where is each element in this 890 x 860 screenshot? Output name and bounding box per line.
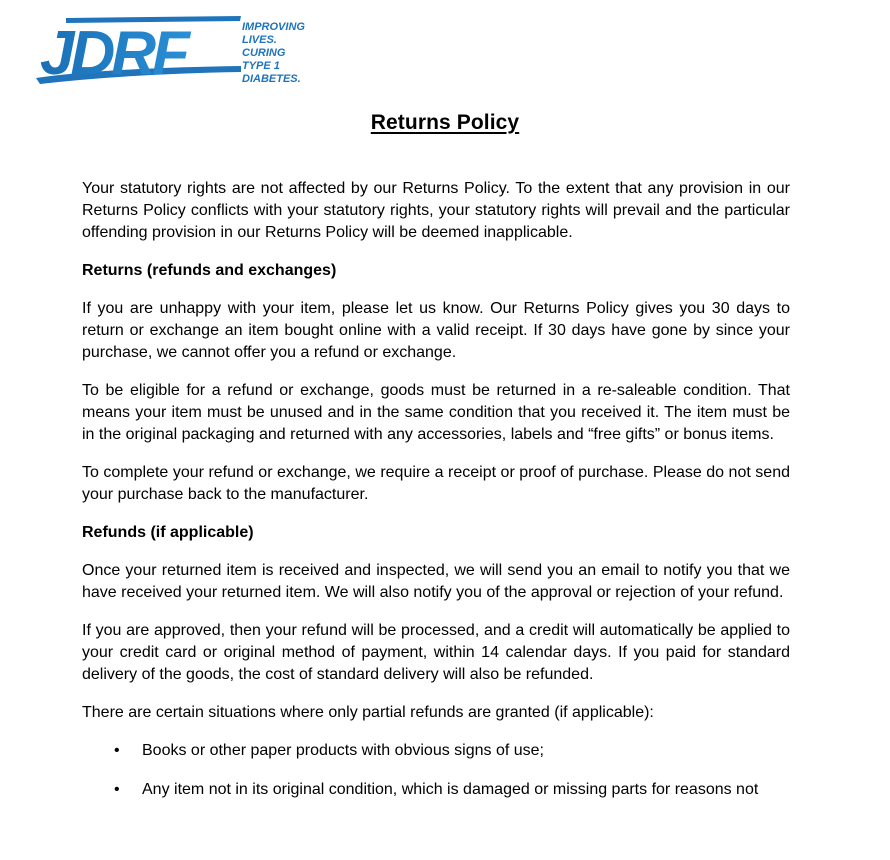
list-item <box>82 740 790 762</box>
list-item-text: Books or other paper products with obvious signs of use; <box>142 742 544 759</box>
refunds-heading: Refunds (if applicable) <box>82 524 254 541</box>
partial-refund-list <box>82 740 790 801</box>
logo-tagline-4: TYPE 1 <box>242 60 280 72</box>
logo-mark: JDRF <box>40 19 186 88</box>
bullet-glyph: • <box>114 781 120 798</box>
returns-paragraph-1: If you are unhappy with your item, please let us know. Our Returns Policy gives you 30 days to return or exchange an item bought online with a valid receipt. If 30 days have gone by since your purchase, we cannot offer you a refund or exchange. <box>82 300 790 361</box>
refunds-paragraph-3: There are certain situations where only partial refunds are granted (if applicable): <box>82 704 654 721</box>
returns-heading: Returns (refunds and exchanges) <box>82 262 337 279</box>
list-item-text: Any item not in its original condition, which is damaged or missing parts for reasons not <box>142 781 759 798</box>
logo-tagline-1: IMPROVING <box>242 21 305 33</box>
bullet-glyph: • <box>114 742 120 759</box>
refunds-paragraph-2: If you are approved, then your refund will be processed, and a credit will automatically be applied to your credit card or original method of payment, within 14 calendar days. If you paid for standard delivery of the goods, the cost of standard delivery will also be refunded. <box>82 622 790 683</box>
page-title: Returns Policy <box>370 111 520 134</box>
jdrf-logo-graphic <box>36 14 326 90</box>
returns-paragraph-2: To be eligible for a refund or exchange, goods must be returned in a re-saleable condition. That means your item must be unused and in the same condition that you received it. The item must be in the original packaging and returned with any accessories, labels and “free gifts” or bonus items. <box>82 382 790 443</box>
jdrf-logo <box>36 14 326 90</box>
refunds-paragraph-1: Once your returned item is received and inspected, we will send you an email to notify you that we have received your returned item. We will also notify you of the approval or rejection of your refund. <box>82 562 790 601</box>
logo-tagline-5: DIABETES. <box>242 73 301 85</box>
list-item <box>82 779 790 801</box>
logo-tagline-2: LIVES. <box>242 34 277 46</box>
document-body <box>82 178 790 818</box>
intro-paragraph: Your statutory rights are not affected by our Returns Policy. To the extent that any provision in our Returns Policy conflicts with your statutory rights, your statutory rights will prevail and the particular offending provision in our Returns Policy will be deemed inapplicable. <box>82 180 790 241</box>
returns-paragraph-3: To complete your refund or exchange, we require a receipt or proof of purchase. Please do not send your purchase back to the manufacturer. <box>82 464 790 503</box>
logo-tagline-3: CURING <box>242 47 286 59</box>
